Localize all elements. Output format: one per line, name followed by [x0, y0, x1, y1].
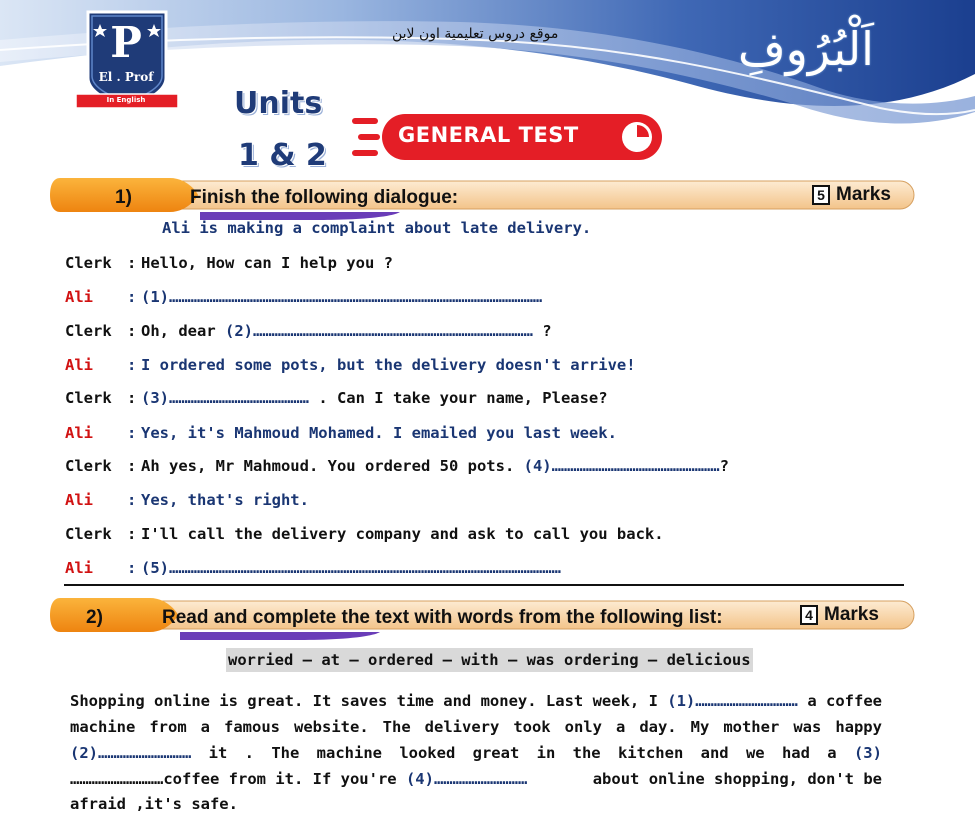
section-divider	[64, 584, 904, 586]
q2-title: Read and complete the text with words from the following list:	[162, 607, 723, 628]
paragraph-word: the	[572, 744, 601, 762]
text-blank-3-number[interactable]: (3)	[853, 744, 882, 762]
dialogue-line	[65, 559, 561, 577]
paragraph-word: delivery	[424, 718, 500, 736]
q2-marks-label: Marks	[824, 604, 879, 625]
speaker-colon: :	[127, 254, 137, 272]
speaker-colon: :	[127, 525, 137, 543]
text-blank-3[interactable]: …………………………	[70, 770, 164, 788]
speaker-colon: :	[127, 389, 137, 407]
dialogue-text: I ordered some pots, but the delivery doesn't arrive!	[141, 356, 636, 374]
paragraph-word: it	[208, 744, 228, 762]
general-test-label: GENERAL TEST	[398, 123, 579, 147]
paragraph-line-4	[70, 770, 882, 788]
speaker-colon: :	[127, 322, 137, 340]
paragraph-word: a	[827, 744, 837, 762]
paragraph-word: looked	[399, 744, 456, 762]
speaker-label: Clerk	[65, 389, 112, 407]
q2-marks	[800, 604, 879, 626]
dialogue-text: ?	[542, 322, 552, 340]
paragraph-line-3	[70, 744, 882, 762]
q1-marks	[812, 184, 891, 206]
speaker-colon: :	[127, 424, 137, 442]
dialogue-text: Yes, that's right.	[141, 491, 309, 509]
text-blank-1[interactable]: (1)……………………………	[667, 692, 798, 710]
logo-tagline: In English	[106, 96, 146, 104]
paragraph-word: and	[700, 744, 729, 762]
paragraph-word: The	[271, 744, 300, 762]
logo-name: El . Prof	[98, 70, 154, 84]
units-title: Units	[234, 86, 323, 121]
q1-header-bar	[50, 178, 916, 222]
speaker-label: Ali	[65, 288, 93, 306]
speaker-colon: :	[127, 457, 137, 475]
paragraph-line-1	[70, 692, 882, 710]
paragraph-word: was	[793, 718, 822, 736]
paragraph-word: great	[472, 744, 520, 762]
paragraph-word: My	[690, 718, 710, 736]
speaker-colon: :	[127, 559, 137, 577]
text-blank-2[interactable]: (2)…………………………	[70, 744, 192, 762]
paragraph-word: a	[615, 718, 626, 736]
speaker-label: Ali	[65, 424, 93, 442]
paragraph-word: we	[745, 744, 765, 762]
dialogue-line	[65, 322, 552, 340]
speaker-label: Ali	[65, 559, 93, 577]
dialogue-line	[65, 424, 617, 442]
answer-blank-2[interactable]: (2)………………………………………………………………………………	[225, 322, 543, 340]
speaker-label: Clerk	[65, 525, 112, 543]
logo-letter: P	[110, 18, 142, 67]
paragraph-line-2	[70, 718, 882, 736]
q1-marks-value: 5	[812, 185, 830, 205]
paragraph-text: coffee from it. If you're	[163, 770, 406, 788]
speaker-label: Ali	[65, 491, 93, 509]
units-numbers: 1 & 2	[238, 138, 327, 173]
site-subtitle: موقع دروس تعليمية اون لاين	[392, 26, 559, 42]
q1-marks-label: Marks	[836, 184, 891, 205]
dialogue-text: Oh, dear	[141, 322, 225, 340]
q2-number: 2)	[86, 607, 103, 628]
speaker-colon: :	[127, 288, 137, 306]
paragraph-word: famous	[224, 718, 280, 736]
answer-blank-4[interactable]: (4)………………………………………………	[523, 457, 720, 475]
paragraph-word: machine	[316, 744, 382, 762]
paragraph-word: happy	[835, 718, 882, 736]
dialogue-text: Hello, How can I help you ?	[141, 254, 393, 272]
paragraph-word: kitchen	[617, 744, 684, 762]
dialogue-context: Ali is making a complaint about late delivery.	[162, 219, 592, 237]
paragraph-word: a	[200, 718, 210, 736]
paragraph-word: day.	[639, 718, 677, 736]
dialogue-line	[65, 491, 309, 509]
text-blank-4[interactable]: (4)…………………………	[405, 770, 528, 788]
brand-arabic-logo: اَلْبُرُوفِ	[738, 22, 874, 76]
paragraph-text: about online shopping, don't be	[592, 770, 882, 788]
dialogue-text: ?	[719, 457, 729, 475]
speaker-label: Clerk	[65, 457, 112, 475]
speaker-label: Ali	[65, 356, 93, 374]
paragraph-text: Shopping online is great. It saves time and money. Last week, I	[70, 692, 668, 710]
dialogue-text: I'll call the delivery company and ask to call you back.	[141, 525, 664, 543]
word-list: worried – at – ordered – with – was ordering – delicious	[226, 648, 753, 672]
answer-blank-1[interactable]: (1)…………………………………………………………………………………………………………	[141, 288, 543, 306]
dialogue-text: Yes, it's Mahmoud Mohamed. I emailed you last week.	[141, 424, 617, 442]
dialogue-text: . Can I take your name, Please?	[318, 389, 608, 407]
dialogue-line	[65, 356, 636, 374]
q2-marks-value: 4	[800, 605, 818, 625]
paragraph-word: from	[149, 718, 187, 736]
speaker-colon: :	[127, 356, 137, 374]
q1-number: 1)	[115, 187, 132, 208]
dialogue-line	[65, 254, 393, 272]
paragraph-line-5: afraid ,it's safe.	[70, 795, 238, 813]
paragraph-word: mother	[723, 718, 780, 736]
speaker-label: Clerk	[65, 254, 112, 272]
paragraph-word: had	[781, 744, 810, 762]
q1-title: Finish the following dialogue:	[190, 187, 459, 208]
dialogue-line	[65, 288, 542, 306]
speaker-label: Clerk	[65, 322, 112, 340]
paragraph-word: in	[536, 744, 556, 762]
paragraph-word: The	[382, 718, 411, 736]
dialogue-line	[65, 457, 729, 475]
dialogue-line	[65, 389, 608, 407]
paragraph-word: .	[244, 744, 254, 762]
clock-icon	[622, 122, 652, 152]
dialogue-line	[65, 525, 664, 543]
answer-blank-5[interactable]: (5)………………………………………………………………………………………………………………	[141, 559, 561, 577]
paragraph-word: took	[513, 718, 551, 736]
speaker-colon: :	[127, 491, 137, 509]
answer-blank-3[interactable]: (3)………………………………………	[141, 389, 319, 407]
paragraph-word: machine	[70, 718, 136, 736]
paragraph-word: only	[564, 718, 602, 736]
paragraph-word: website.	[294, 718, 369, 736]
dialogue-text: Ah yes, Mr Mahmoud. You ordered 50 pots.	[141, 457, 524, 475]
paragraph-text: a coffee	[807, 692, 882, 710]
